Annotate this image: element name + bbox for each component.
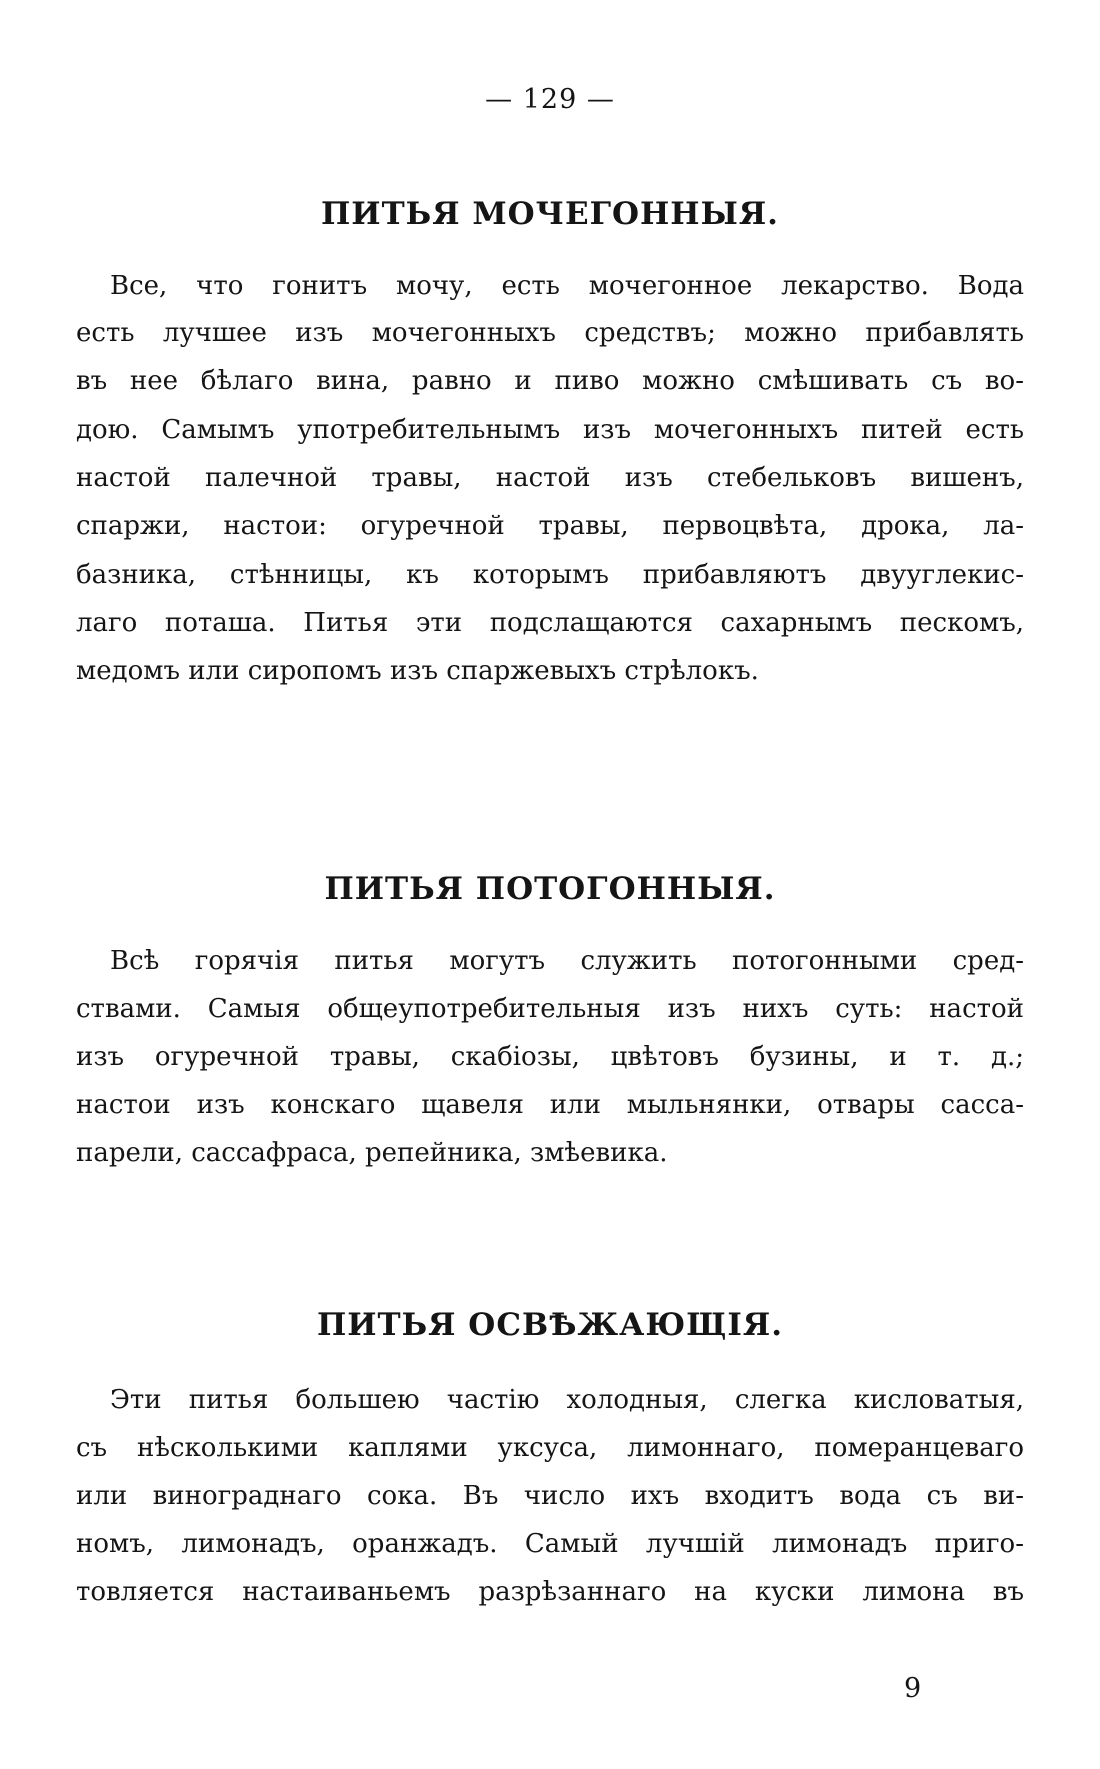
text-line: настой палечной травы, настой изъ стебельковъ вишенъ, (76, 463, 1024, 493)
text-line: или винограднаго сока. Въ число ихъ входитъ вода съ ви- (76, 1481, 1024, 1511)
text-line: товляется настаиваньемъ разрѣзаннаго на куски лимона въ (76, 1577, 1024, 1607)
text-line: ствами. Самыя общеупотребительныя изъ нихъ суть: настой (76, 994, 1024, 1024)
text-line: базника, стѣнницы, къ которымъ прибавляютъ двууглекис- (76, 560, 1024, 590)
section-heading-refreshing: ПИТЬЯ ОСВѢЖАЮЩІЯ. (316, 1307, 784, 1343)
text-line: съ нѣсколькими каплями уксуса, лимоннаго, померанцеваго (76, 1433, 1024, 1463)
text-line: спаржи, настои: огуречной травы, первоцвѣта, дрока, ла- (76, 511, 1024, 541)
section-heading-sudorific: ПИТЬЯ ПОТОГОННЫЯ. (324, 871, 776, 907)
text-line: дою. Самымъ употребительнымъ изъ мочегонныхъ питей есть (76, 415, 1024, 445)
text-line: настои изъ конскаго щавеля или мыльнянки, отвары сасса- (76, 1090, 1024, 1120)
text-line: медомъ или сиропомъ изъ спаржевыхъ стрѣлокъ. (76, 656, 759, 686)
text-line: Всѣ горячія питья могутъ служить потогонными сред- (110, 946, 1024, 976)
page-number: — 129 — (485, 84, 615, 115)
text-line: лаго поташа. Питья эти подслащаются сахарнымъ пескомъ, (76, 608, 1024, 638)
text-line: Все, что гонитъ мочу, есть мочегонное лекарство. Вода (110, 271, 1024, 301)
text-line: номъ, лимонадъ, оранжадъ. Самый лучшій лимонадъ приго- (76, 1529, 1024, 1559)
section-heading-diuretic: ПИТЬЯ МОЧЕГОННЫЯ. (321, 196, 779, 232)
text-line: есть лучшее изъ мочегонныхъ средствъ; можно прибавлять (76, 318, 1024, 348)
text-line: парели, сассафраса, репейника, змѣевика. (76, 1138, 668, 1168)
text-line: изъ огуречной травы, скабіозы, цвѣтовъ бузины, и т. д.; (76, 1042, 1024, 1072)
signature-mark: 9 (904, 1673, 922, 1704)
text-line: Эти питья большею частію холодныя, слегка кисловатыя, (110, 1385, 1024, 1415)
text-line: въ нее бѣлаго вина, равно и пиво можно смѣшивать съ во- (76, 366, 1024, 396)
